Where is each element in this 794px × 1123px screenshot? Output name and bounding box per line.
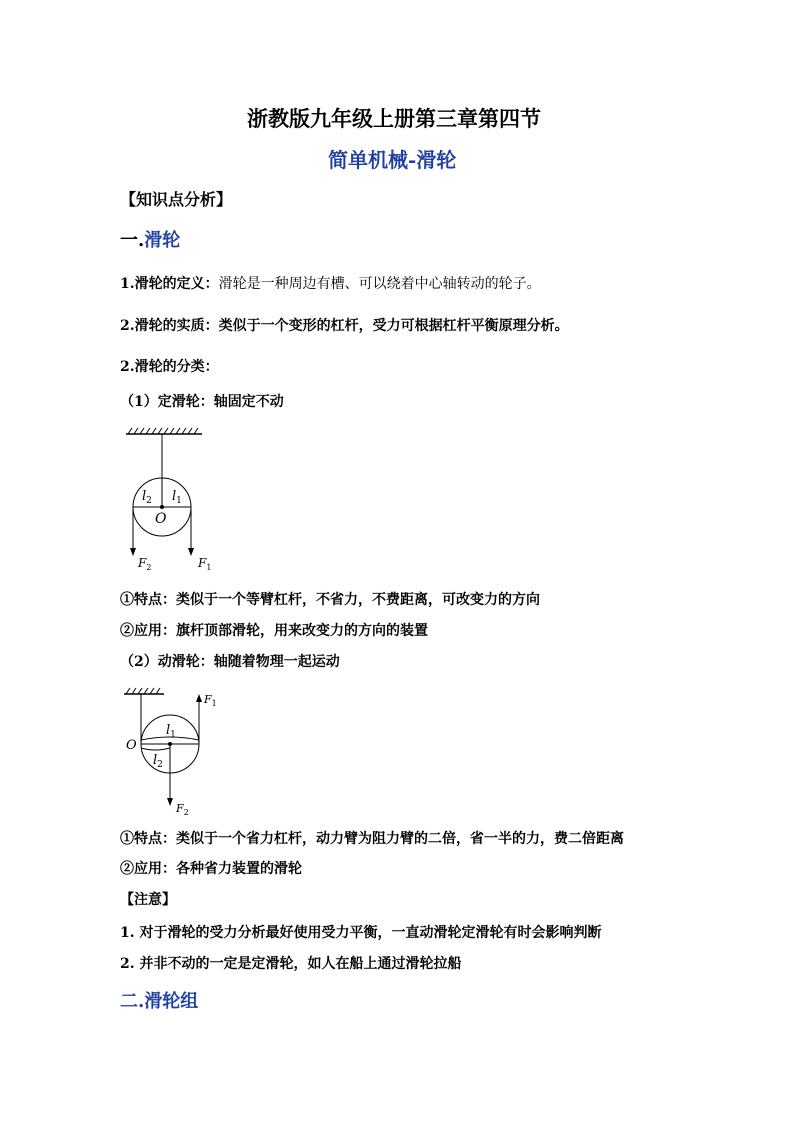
fixed-application: ②应用：旗杆顶部滑轮，用来改变力的方向的装置	[120, 623, 428, 639]
fixed-l2-label: $l_2$	[142, 489, 152, 506]
movable-pulley-heading: （2）动滑轮：轴随着物理一起运动	[120, 654, 340, 670]
definition-label: 1.滑轮的定义：	[120, 276, 219, 292]
movable-feature: ①特点：类似于一个省力杠杆，动力臂为阻力臂的二倍，省一半的力，费二倍距离	[120, 831, 624, 847]
knowledge-heading: 【知识点分析】	[120, 190, 233, 209]
fixed-o-label: O	[155, 511, 167, 527]
section-two-heading: 二.滑轮组	[120, 991, 199, 1012]
essence-line	[120, 319, 569, 333]
classification-heading: 2.滑轮的分类：	[120, 359, 219, 375]
definition-line	[120, 277, 541, 291]
document-title: 浙教版九年级上册第三章第四节	[247, 106, 541, 131]
essence-label: 2.滑轮的实质：	[120, 318, 219, 334]
section-one-number: 一.	[120, 230, 145, 251]
movable-application: ②应用：各种省力装置的滑轮	[120, 861, 302, 877]
movable-f2-label: $F_2$	[176, 802, 189, 816]
fixed-f1-label: $F_1$	[198, 556, 212, 572]
note-item-2: 2. 并非不动的一定是定滑轮，如人在船上通过滑轮拉船	[120, 956, 462, 972]
fixed-feature: ①特点：类似于一个等臂杠杆，不省力，不费距离，可改变力的方向	[120, 592, 540, 608]
fixed-l1-label: $l_1$	[172, 489, 182, 506]
note-item-1: 1. 对于滑轮的受力分析最好使用受力平衡，一直动滑轮定滑轮有时会影响判断	[120, 925, 602, 941]
movable-o-label: O	[126, 738, 137, 753]
essence-text: 类似于一个变形的杠杆，受力可根据杠杆平衡原理分析。	[218, 318, 569, 334]
fixed-pulley-diagram	[118, 424, 228, 576]
movable-f1-label: $F_1$	[204, 693, 217, 708]
section-one-heading	[120, 232, 180, 250]
document-subtitle: 简单机械-滑轮	[328, 148, 457, 172]
definition-text: 滑轮是一种周边有槽、可以绕着中心轴转动的轮子。	[218, 276, 541, 292]
fixed-pulley-heading: （1）定滑轮：轴固定不动	[120, 394, 284, 410]
fixed-f2-label: $F_2$	[138, 556, 152, 572]
movable-pulley-diagram	[118, 684, 228, 816]
movable-l1-label: $l_1$	[166, 723, 176, 740]
movable-l2-label: $l_2$	[153, 753, 163, 770]
note-heading: 【注意】	[120, 892, 176, 908]
section-one-title: 滑轮	[144, 230, 181, 251]
